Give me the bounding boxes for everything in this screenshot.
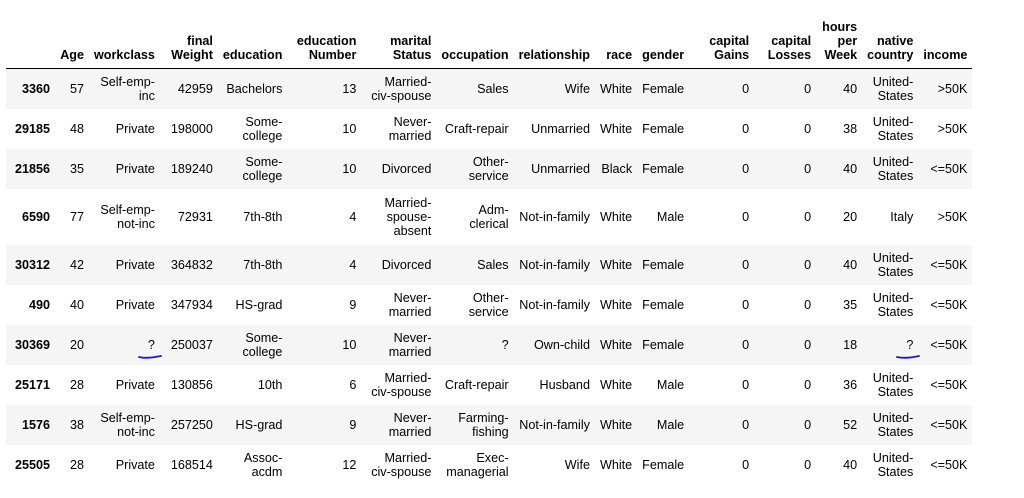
cell-age: 42 <box>69 257 84 272</box>
cell-hours-per-week: 36 <box>843 377 858 392</box>
cell-relationship: Not-in-family <box>519 297 590 312</box>
cell-relationship: Not-in-family <box>519 417 590 432</box>
cell-race: White <box>599 417 633 432</box>
cell-gender: Female <box>642 121 685 136</box>
pen-underline-annotation <box>896 354 920 360</box>
cell-native-country: United- States <box>872 290 914 319</box>
cell-marital-status: Married- civ-spouse <box>371 370 432 399</box>
column-header-native-country: native country <box>862 14 918 69</box>
column-header-education: education <box>218 14 287 69</box>
column-header-income: income <box>918 14 972 69</box>
cell-hours-per-week: 20 <box>843 209 858 224</box>
cell-race: White <box>599 81 633 96</box>
cell-occupation: Adm-clerical <box>469 202 509 231</box>
cell-education-number: 10 <box>342 121 357 136</box>
cell-capital-gains: 0 <box>742 377 750 392</box>
column-header-age: Age <box>55 14 89 69</box>
cell-marital-status: Married- civ-spouse <box>371 74 432 103</box>
cell-workclass: Private <box>115 297 155 312</box>
cell-education-number: 13 <box>342 81 357 96</box>
cell-income: <=50K <box>930 377 968 392</box>
table-row <box>6 285 972 325</box>
cell-hours-per-week: 40 <box>843 161 858 176</box>
cell-marital-status: Never- married <box>388 290 432 319</box>
cell-capital-losses: 0 <box>804 209 812 224</box>
cell-workclass: Private <box>115 121 155 136</box>
cell-age: 77 <box>69 209 84 224</box>
cell-capital-losses: 0 <box>804 457 812 472</box>
cell-native-country: United- States <box>872 410 914 439</box>
cell-education: Some- college <box>242 154 283 183</box>
cell-native-country-value: ? <box>906 337 914 352</box>
column-header-occupation: occupation <box>436 14 513 69</box>
cell-education: Assoc- acdm <box>243 450 283 479</box>
cell-marital-status: Never- married <box>388 114 432 143</box>
cell-occupation: Other- service <box>468 290 509 319</box>
cell-occupation: Sales <box>477 257 509 272</box>
table-row <box>6 109 972 149</box>
cell-relationship: Husband <box>539 377 590 392</box>
column-header-index <box>6 14 55 69</box>
cell-age: 38 <box>69 417 84 432</box>
cell-final-weight: 168514 <box>170 457 213 472</box>
cell-occupation: Craft-repair <box>444 121 509 136</box>
cell-marital-status: Married- civ-spouse <box>371 450 432 479</box>
cell-native-country: United- States <box>872 450 914 479</box>
row-index: 29185 <box>14 121 50 136</box>
cell-capital-gains: 0 <box>742 297 750 312</box>
cell-income: >50K <box>937 121 968 136</box>
cell-hours-per-week: 40 <box>843 457 858 472</box>
column-header-hours-per-week: hours per Week <box>816 14 862 69</box>
cell-gender: Male <box>656 209 685 224</box>
cell-race: White <box>599 457 633 472</box>
cell-workclass <box>89 325 160 365</box>
row-index: 25505 <box>14 457 50 472</box>
cell-education: Some- college <box>242 114 283 143</box>
cell-gender: Female <box>642 257 685 272</box>
column-header-education-number: education Number <box>287 14 361 69</box>
column-header-capital-gains: capital Gains <box>689 14 754 69</box>
cell-capital-gains: 0 <box>742 337 750 352</box>
cell-workclass: Private <box>115 457 155 472</box>
marked-missing-value <box>148 338 155 352</box>
cell-capital-gains: 0 <box>742 161 750 176</box>
cell-relationship: Wife <box>564 457 590 472</box>
cell-marital-status: Married- spouse- absent <box>384 195 432 238</box>
cell-workclass: Self-emp- not-inc <box>100 202 155 231</box>
cell-income: <=50K <box>930 457 968 472</box>
cell-final-weight: 42959 <box>177 81 213 96</box>
cell-relationship: Not-in-family <box>519 209 590 224</box>
column-header-final-weight: final Weight <box>160 14 218 69</box>
cell-workclass: Private <box>115 257 155 272</box>
cell-marital-status: Divorced <box>381 257 432 272</box>
cell-capital-losses: 0 <box>804 257 812 272</box>
cell-native-country: United- States <box>872 74 914 103</box>
cell-marital-status: Never- married <box>388 330 432 359</box>
cell-native-country: United- States <box>872 250 914 279</box>
cell-final-weight: 198000 <box>170 121 213 136</box>
marked-missing-value <box>906 338 913 352</box>
cell-age: 28 <box>69 377 84 392</box>
cell-occupation: ? <box>501 337 509 352</box>
cell-native-country: Italy <box>890 209 914 224</box>
cell-race: White <box>599 377 633 392</box>
cell-race: Black <box>601 161 633 176</box>
cell-capital-gains: 0 <box>742 209 750 224</box>
cell-age: 35 <box>69 161 84 176</box>
cell-age: 28 <box>69 457 84 472</box>
cell-gender: Male <box>656 417 685 432</box>
cell-gender: Female <box>642 457 685 472</box>
cell-education-number: 10 <box>342 337 357 352</box>
cell-education-number: 9 <box>349 417 357 432</box>
cell-race: White <box>599 257 633 272</box>
cell-age: 57 <box>69 81 84 96</box>
table-header-row <box>6 14 972 69</box>
cell-gender: Female <box>642 161 685 176</box>
cell-native-country: United- States <box>872 154 914 183</box>
row-index: 21856 <box>14 161 50 176</box>
table-row <box>6 405 972 445</box>
row-index: 6590 <box>21 209 50 224</box>
cell-workclass-value: ? <box>147 337 155 352</box>
table-row <box>6 149 972 189</box>
cell-capital-losses: 0 <box>804 161 812 176</box>
table-row <box>6 445 972 485</box>
cell-relationship: Wife <box>564 81 590 96</box>
cell-income: <=50K <box>930 297 968 312</box>
cell-native-country: United- States <box>872 370 914 399</box>
cell-occupation: Craft-repair <box>444 377 509 392</box>
cell-hours-per-week: 40 <box>843 257 858 272</box>
column-header-marital-status: marital Status <box>361 14 436 69</box>
cell-income: <=50K <box>930 337 968 352</box>
cell-income: <=50K <box>930 417 968 432</box>
cell-marital-status: Divorced <box>381 161 432 176</box>
cell-native-country: United- States <box>872 114 914 143</box>
cell-education-number: 6 <box>349 377 357 392</box>
cell-final-weight: 347934 <box>170 297 213 312</box>
census-data-table <box>6 14 972 485</box>
cell-race: White <box>599 209 633 224</box>
cell-capital-gains: 0 <box>742 257 750 272</box>
cell-education-number: 12 <box>342 457 357 472</box>
column-header-workclass: workclass <box>89 14 160 69</box>
cell-capital-losses: 0 <box>804 297 812 312</box>
cell-relationship: Unmarried <box>531 161 590 176</box>
cell-capital-gains: 0 <box>742 417 750 432</box>
table-body <box>6 69 972 485</box>
cell-capital-losses: 0 <box>804 121 812 136</box>
cell-education: HS-grad <box>235 297 283 312</box>
cell-occupation: Exec- managerial <box>446 450 509 479</box>
cell-education: 10th <box>257 377 283 392</box>
cell-capital-losses: 0 <box>804 81 812 96</box>
cell-hours-per-week: 38 <box>843 121 858 136</box>
column-header-capital-losses: capital Losses <box>754 14 816 69</box>
table-row <box>6 245 972 285</box>
column-header-relationship: relationship <box>514 14 595 69</box>
cell-race: White <box>599 121 633 136</box>
row-index: 3360 <box>21 81 50 96</box>
cell-gender: Male <box>656 377 685 392</box>
cell-final-weight: 130856 <box>170 377 213 392</box>
cell-workclass: Self-emp- not-inc <box>100 410 155 439</box>
row-index: 30369 <box>14 337 50 352</box>
table-row <box>6 189 972 245</box>
row-index: 490 <box>28 297 50 312</box>
cell-capital-losses: 0 <box>804 337 812 352</box>
pen-underline-annotation <box>138 354 162 360</box>
table-row <box>6 325 972 365</box>
cell-final-weight: 250037 <box>170 337 213 352</box>
cell-workclass: Self-emp- inc <box>100 74 155 103</box>
cell-income: <=50K <box>930 257 968 272</box>
cell-income: >50K <box>937 81 968 96</box>
cell-final-weight: 72931 <box>177 209 213 224</box>
cell-relationship: Own-child <box>533 337 590 352</box>
cell-education-number: 9 <box>349 297 357 312</box>
cell-occupation: Farming- fishing <box>458 410 509 439</box>
cell-relationship: Unmarried <box>531 121 590 136</box>
cell-gender: Female <box>642 81 685 96</box>
row-index: 30312 <box>14 257 50 272</box>
cell-age: 40 <box>69 297 84 312</box>
cell-hours-per-week: 52 <box>843 417 858 432</box>
row-index: 25171 <box>14 377 50 392</box>
cell-capital-losses: 0 <box>804 377 812 392</box>
cell-capital-gains: 0 <box>742 81 750 96</box>
cell-education: Some- college <box>242 330 283 359</box>
cell-gender: Female <box>642 297 685 312</box>
table-row <box>6 365 972 405</box>
cell-education-number: 4 <box>349 257 357 272</box>
cell-hours-per-week: 18 <box>843 337 858 352</box>
cell-hours-per-week: 40 <box>843 81 858 96</box>
cell-capital-gains: 0 <box>742 121 750 136</box>
cell-occupation: Sales <box>477 81 509 96</box>
cell-education: Bachelors <box>226 81 283 96</box>
cell-relationship: Not-in-family <box>519 257 590 272</box>
cell-final-weight: 364832 <box>170 257 213 272</box>
cell-occupation: Other- service <box>468 154 509 183</box>
cell-capital-gains: 0 <box>742 457 750 472</box>
cell-education: 7th-8th <box>243 209 283 224</box>
cell-capital-losses: 0 <box>804 417 812 432</box>
column-header-gender: gender <box>637 14 689 69</box>
cell-education: 7th-8th <box>243 257 283 272</box>
cell-gender: Female <box>642 337 685 352</box>
cell-native-country <box>862 325 918 365</box>
cell-education-number: 4 <box>349 209 357 224</box>
cell-age: 48 <box>69 121 84 136</box>
cell-education: HS-grad <box>235 417 283 432</box>
cell-workclass: Private <box>115 377 155 392</box>
cell-income: <=50K <box>930 161 968 176</box>
cell-race: White <box>599 297 633 312</box>
cell-marital-status: Never- married <box>388 410 432 439</box>
cell-hours-per-week: 35 <box>843 297 858 312</box>
table-row <box>6 69 972 109</box>
cell-workclass: Private <box>115 161 155 176</box>
cell-race: White <box>599 337 633 352</box>
row-index: 1576 <box>21 417 50 432</box>
cell-final-weight: 257250 <box>170 417 213 432</box>
cell-education-number: 10 <box>342 161 357 176</box>
column-header-race: race <box>595 14 637 69</box>
cell-income: >50K <box>937 209 968 224</box>
cell-final-weight: 189240 <box>170 161 213 176</box>
cell-age: 20 <box>69 337 84 352</box>
